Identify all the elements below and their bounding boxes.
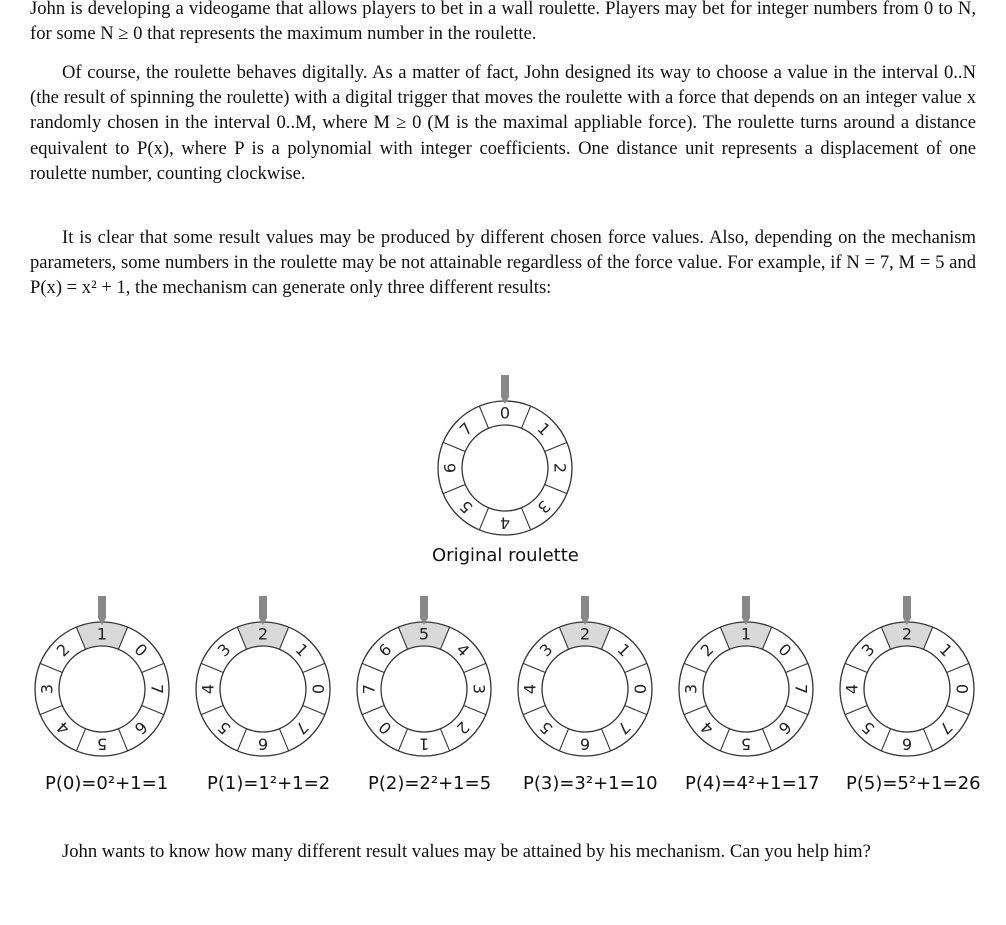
sector-number: 2 — [550, 462, 570, 474]
wheel-caption-3: P(3)=3²+1=10 — [523, 773, 658, 794]
sector-divider — [720, 729, 729, 751]
sector-divider — [443, 442, 465, 451]
sector-divider — [523, 663, 545, 672]
wheel-caption-0: P(0)=0²+1=1 — [45, 773, 169, 794]
sector-divider — [684, 705, 706, 714]
sector-number: 3 — [681, 683, 701, 695]
pointer-icon — [420, 596, 428, 618]
roulette-wheel-0 — [35, 596, 169, 756]
sector-divider — [521, 508, 530, 530]
roulette-wheel-5 — [840, 596, 974, 756]
sector-number: 3 — [469, 683, 489, 695]
wheel-caption-1: P(1)=1²+1=2 — [207, 773, 331, 794]
sector-number: 4 — [52, 717, 74, 739]
sector-divider — [237, 729, 246, 751]
pointer-icon — [903, 596, 911, 618]
sector-number: 3 — [857, 639, 879, 661]
pointer-icon — [259, 596, 267, 618]
pointer-icon — [581, 596, 589, 618]
sector-divider — [545, 484, 567, 493]
sector-divider — [479, 508, 488, 530]
sector-divider — [201, 705, 223, 714]
sector-number: 1 — [613, 639, 635, 661]
sector-number: 7 — [455, 418, 477, 440]
sector-divider — [142, 663, 164, 672]
sector-number: 6 — [901, 734, 913, 754]
sector-divider — [464, 663, 486, 672]
sector-divider — [845, 663, 867, 672]
sector-divider — [786, 663, 808, 672]
sector-divider — [118, 729, 127, 751]
sector-number: 2 — [696, 639, 718, 661]
sector-number: 5 — [418, 624, 430, 644]
sector-number: 5 — [96, 734, 108, 754]
sector-divider — [398, 729, 407, 751]
sector-divider — [625, 663, 647, 672]
wheel-inner-ring — [462, 425, 548, 511]
sector-number: 4 — [198, 683, 218, 695]
wheel-inner-ring — [59, 646, 145, 732]
sector-number: 1 — [418, 734, 430, 754]
sector-divider — [762, 729, 771, 751]
sector-divider — [142, 705, 164, 714]
sector-number: 7 — [935, 717, 957, 739]
paragraph-intro: John is developing a videogame that allows players to bet in a wall roulette. Players may bet for integer numbers from 0 to N, for some N ≥ 0 that represents the maximum number in the roulette. — [30, 0, 976, 45]
sector-number: 6 — [774, 717, 796, 739]
sector-number: 0 — [952, 683, 972, 695]
sector-number: 4 — [842, 683, 862, 695]
pointer-icon — [98, 596, 106, 618]
wheel-inner-ring — [220, 646, 306, 732]
sector-divider — [40, 663, 62, 672]
sector-number: 7 — [613, 717, 635, 739]
sector-divider — [559, 729, 568, 751]
sector-divider — [443, 484, 465, 493]
sector-divider — [786, 705, 808, 714]
wheel-inner-ring — [381, 646, 467, 732]
roulette-wheel-3 — [518, 596, 652, 756]
sector-number: 3 — [533, 496, 555, 518]
wheel-inner-ring — [542, 646, 628, 732]
sector-number: 5 — [455, 496, 477, 518]
wheel-caption-2: P(2)=2²+1=5 — [368, 773, 492, 794]
sector-number: 5 — [535, 717, 557, 739]
original-roulette-caption: Original roulette — [432, 545, 579, 566]
sector-number: 4 — [499, 513, 511, 533]
pointer-icon — [501, 375, 509, 397]
sector-number: 3 — [535, 639, 557, 661]
sector-divider — [947, 705, 969, 714]
wheel-caption-4: P(4)=4²+1=17 — [685, 773, 820, 794]
sector-number: 6 — [130, 717, 152, 739]
sector-number: 2 — [52, 639, 74, 661]
sector-divider — [40, 705, 62, 714]
sector-number: 1 — [740, 624, 752, 644]
roulette-figure — [0, 360, 1006, 780]
original-roulette — [438, 375, 572, 535]
wheel-caption-5: P(5)=5²+1=26 — [846, 773, 981, 794]
sector-divider — [521, 406, 530, 428]
sector-number: 5 — [213, 717, 235, 739]
paragraph-question: John wants to know how many different result values may be attained by his mechanism. Can you help him? — [62, 841, 871, 862]
sector-number: 3 — [37, 683, 57, 695]
sector-divider — [76, 729, 85, 751]
sector-number: 6 — [374, 639, 396, 661]
sector-divider — [362, 663, 384, 672]
sector-number: 2 — [257, 624, 269, 644]
wheel-inner-ring — [703, 646, 789, 732]
roulette-wheel-1 — [196, 596, 330, 756]
sector-divider — [303, 705, 325, 714]
sector-divider — [625, 705, 647, 714]
sector-number: 1 — [96, 624, 108, 644]
sector-number: 0 — [774, 639, 796, 661]
sector-divider — [479, 406, 488, 428]
sector-divider — [684, 663, 706, 672]
sector-number: 2 — [901, 624, 913, 644]
sector-divider — [923, 729, 932, 751]
sector-number: 6 — [579, 734, 591, 754]
pointer-icon — [742, 596, 750, 618]
sector-number: 0 — [130, 639, 152, 661]
sector-divider — [523, 705, 545, 714]
sector-divider — [440, 729, 449, 751]
sector-divider — [201, 663, 223, 672]
sector-number: 7 — [359, 683, 379, 695]
sector-divider — [303, 663, 325, 672]
sector-number: 4 — [452, 639, 474, 661]
sector-number: 1 — [291, 639, 313, 661]
sector-number: 0 — [374, 717, 396, 739]
sector-number: 7 — [791, 683, 811, 695]
sector-number: 2 — [452, 717, 474, 739]
sector-number: 1 — [935, 639, 957, 661]
sector-number: 6 — [257, 734, 269, 754]
sector-number: 5 — [857, 717, 879, 739]
roulette-wheel-4 — [679, 596, 813, 756]
sector-number: 5 — [740, 734, 752, 754]
sector-number: 7 — [147, 683, 167, 695]
sector-number: 0 — [499, 403, 511, 423]
sector-number: 0 — [630, 683, 650, 695]
sector-divider — [881, 729, 890, 751]
sector-divider — [279, 729, 288, 751]
sector-divider — [464, 705, 486, 714]
sector-divider — [362, 705, 384, 714]
wheel-inner-ring — [864, 646, 950, 732]
sector-divider — [947, 663, 969, 672]
sector-number: 1 — [533, 418, 555, 440]
sector-number: 0 — [308, 683, 328, 695]
sector-number: 4 — [520, 683, 540, 695]
sector-number: 6 — [440, 462, 460, 474]
sector-number: 2 — [579, 624, 591, 644]
sector-divider — [845, 705, 867, 714]
paragraph-example: It is clear that some result values may be produced by different chosen force values. Also, depending on the mechanism parameters, some numbers in the roulette may be not attainable regardless of the force value. For example, if N = 7, M = 5 and P(x) = x² + 1, the mechanism can generate only three different results: — [30, 227, 976, 299]
roulette-wheel-2 — [357, 596, 491, 756]
sector-number: 3 — [213, 639, 235, 661]
sector-divider — [601, 729, 610, 751]
paragraph-mechanism: Of course, the roulette behaves digitally. As a matter of fact, John designed its way to choose a value in the interval 0..N (the result of spinning the roulette) with a digital trigger that moves the roulette with a force that depends on an integer value x randomly chosen in the interval 0..M, where M ≥ 0 (M is the maximal appliable force). The roulette turns around a distance equivalent to P(x), where P is a polynomial with integer coefficients. One distance unit represents a displacement of one roulette number, counting clockwise. — [30, 62, 976, 184]
sector-divider — [545, 442, 567, 451]
sector-number: 7 — [291, 717, 313, 739]
sector-number: 4 — [696, 717, 718, 739]
